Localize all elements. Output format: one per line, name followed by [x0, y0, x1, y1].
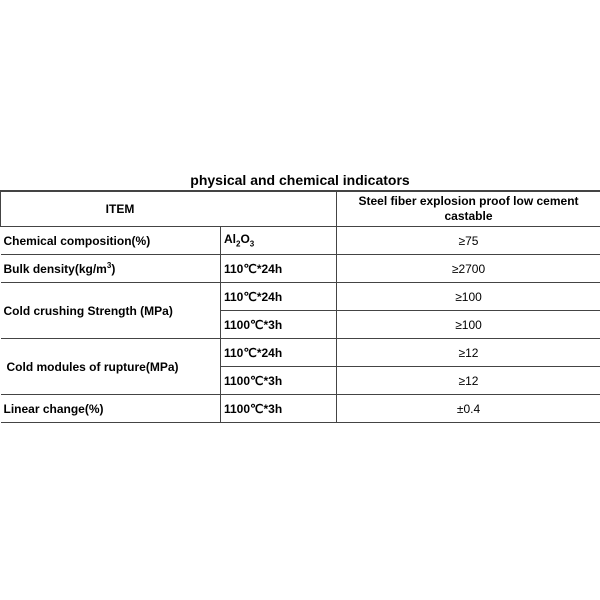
condition-cell: 110℃*24h [221, 255, 337, 283]
spec-table [0, 191, 600, 423]
value-cell: ≥100 [337, 283, 600, 311]
product-header: Steel fiber explosion proof low cement castable [337, 192, 600, 227]
table-row [1, 339, 600, 367]
condition-cell: 110℃*24h [221, 283, 337, 311]
item-header: ITEM [1, 192, 337, 227]
bulk-density-unit-sup: 3 [106, 261, 112, 270]
formula-sub2: 2 [236, 239, 241, 249]
table-row [1, 395, 600, 423]
condition-cell: 1100℃*3h [221, 311, 337, 339]
spec-table-container [0, 170, 600, 423]
bulk-density-unit-close: ) [111, 262, 116, 276]
value-cell: ±0.4 [337, 395, 600, 423]
formula-sub3: 3 [249, 239, 255, 249]
formula-al: Al [224, 232, 236, 247]
value-cell: ≥100 [337, 311, 600, 339]
property-cell [1, 255, 221, 283]
formula-o: O [240, 232, 250, 247]
table-header-row [1, 192, 600, 227]
value-cell: ≥12 [337, 367, 600, 395]
table-row [1, 255, 600, 283]
table-row [1, 283, 600, 311]
condition-cell: 1100℃*3h [221, 367, 337, 395]
condition-cell: 110℃*24h [221, 339, 337, 367]
property-cell: Cold crushing Strength (MPa) [1, 283, 221, 339]
value-cell: ≥75 [337, 227, 600, 255]
table-title: physical and chemical indicators [0, 170, 600, 191]
condition-cell [221, 227, 337, 255]
value-cell: ≥12 [337, 339, 600, 367]
property-cell: Cold modules of rupture(MPa) [1, 339, 221, 395]
table-row [1, 227, 600, 255]
condition-cell: 1100℃*3h [221, 395, 337, 423]
property-cell: Linear change(%) [1, 395, 221, 423]
bulk-density-label: Bulk density(kg/m [3, 262, 107, 276]
value-cell: ≥2700 [337, 255, 600, 283]
property-cell: Chemical composition(%) [1, 227, 221, 255]
